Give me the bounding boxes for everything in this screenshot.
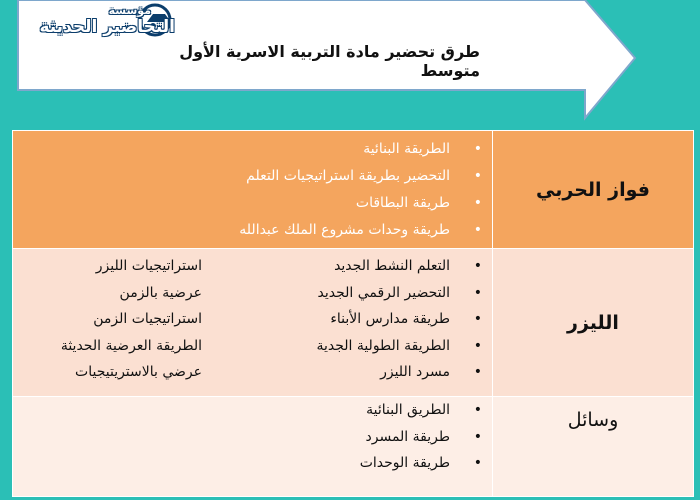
row-label-means: وسائل [493,397,694,497]
list-item: عرضية بالزمن [119,284,202,301]
logo-title: التحاضير الحديثة [39,17,175,37]
list-item: • التحضير الرقمي الجديد [316,280,492,307]
fawaz-list [13,136,492,244]
list-item: • طريقة وحدات مشروع الملك عبدالله [13,217,492,244]
row-content-laser [13,249,493,397]
list-item: استراتيجيات الزمن [93,311,202,327]
list-item: • الطريقة البنائية [13,136,492,163]
list-item: • طريقة البطاقات [13,190,492,217]
laser-list-primary [316,253,492,386]
row-content-means [13,397,493,497]
list-item: • طريقة المسرد [13,424,492,451]
list-item: • التعلم النشط الجديد [316,253,492,280]
logo-subtitle: مؤسسة [108,4,151,17]
row-content-fawaz [13,131,493,249]
row-label-fawaz: فواز الحربي [493,131,694,249]
table-row-means [13,397,694,497]
table-row-laser [13,249,694,397]
list-item: • الطريقة الطولية الجدية [316,333,492,360]
list-item: الطريقة العرضية الحديثة [60,337,202,354]
list-item: • الطريق البنائية [13,397,492,424]
list-item: • طريقة مدارس الأبناء [316,306,492,333]
means-list [13,397,492,477]
list-item: استراتيجيات الليزر [95,258,202,274]
list-item: • التحضير بطريقة استراتيجيات التعلم [13,163,492,190]
methods-table [12,130,694,497]
list-item: • مسرد الليزر [316,359,492,386]
laser-list-secondary [61,253,202,386]
table-row-header [13,131,694,249]
logo [0,0,185,46]
page-title: طرق تحضير مادة التربية الاسرية الأول متوسط [179,42,480,80]
list-item: عرضي بالاستريتيجيات [75,364,202,380]
row-label-laser: الليزر [493,249,694,397]
list-item: • طريقة الوحدات [13,450,492,477]
